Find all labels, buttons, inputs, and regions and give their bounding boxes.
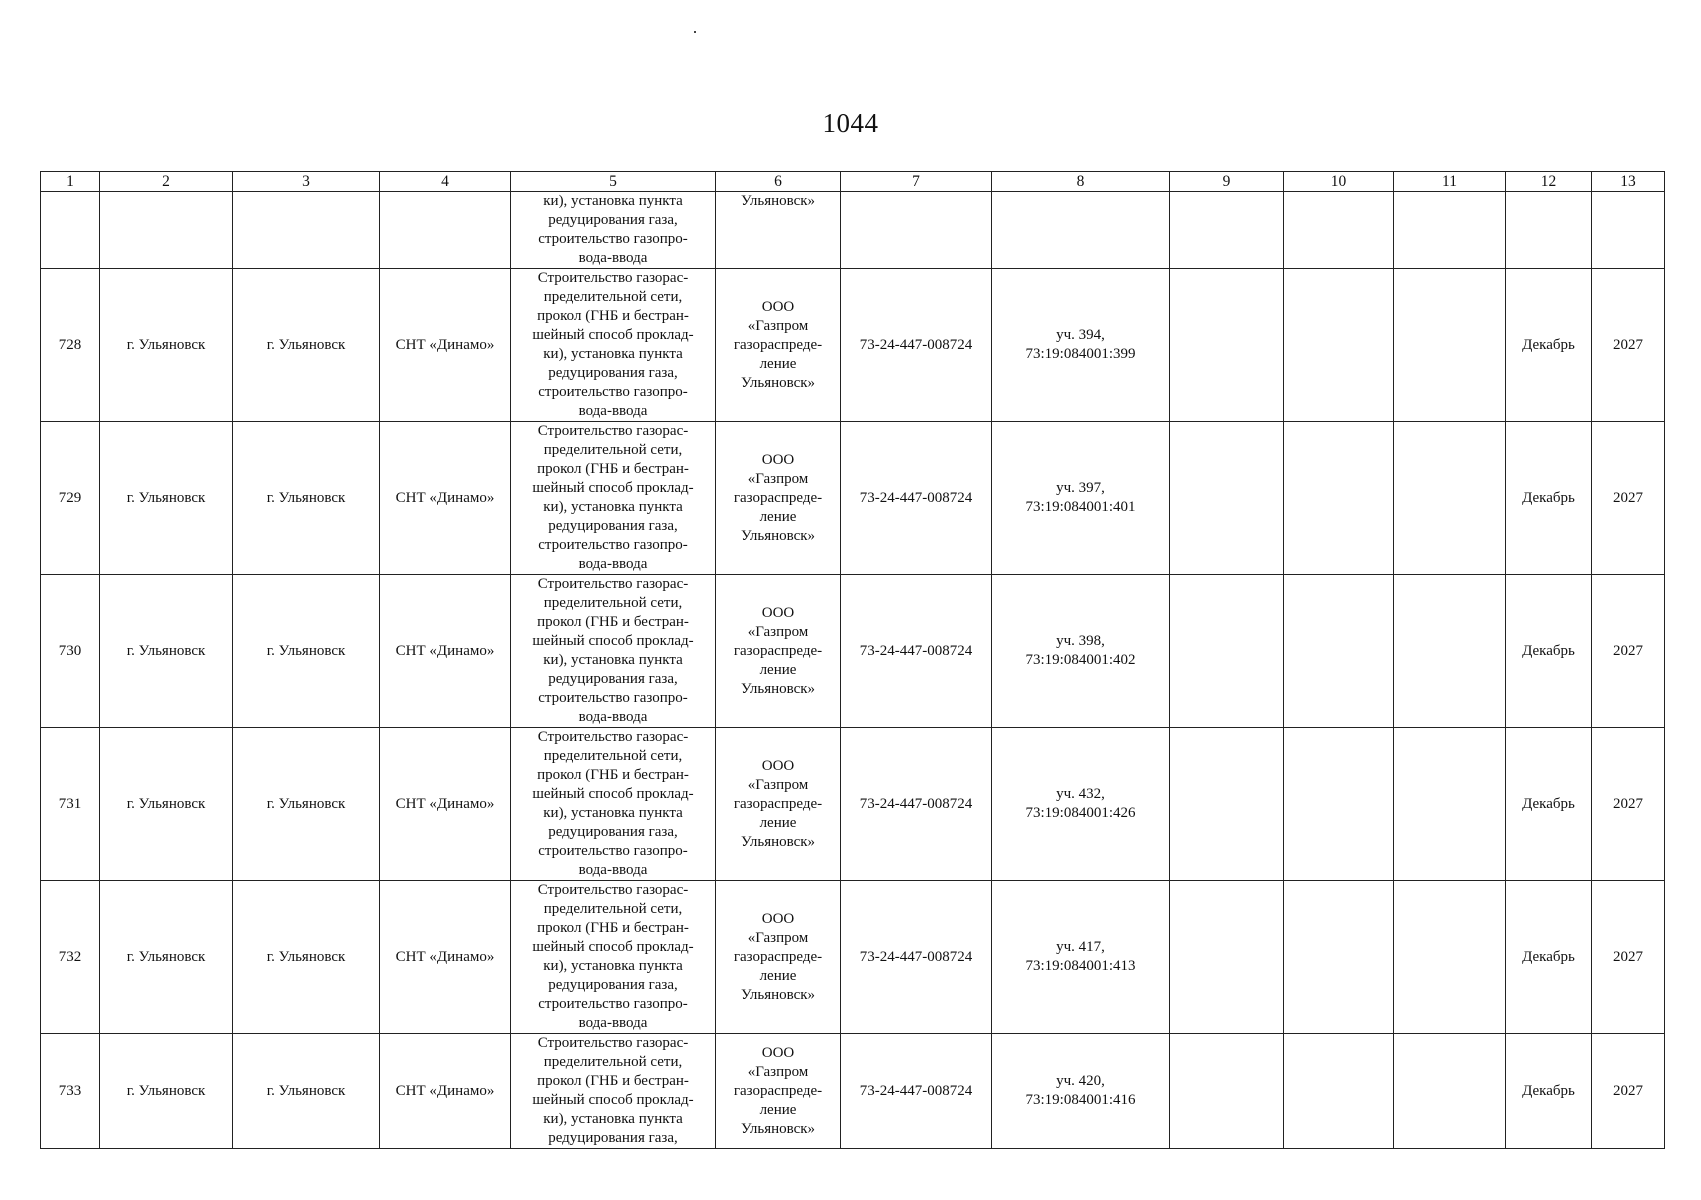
text-line: ООО	[761, 1044, 795, 1061]
column-header: 11	[1394, 172, 1506, 192]
table-row	[41, 881, 1665, 1034]
text-line: ление	[759, 967, 797, 984]
cell-month: Декабрь	[1506, 269, 1592, 422]
text-line: строительство газопро-	[538, 537, 688, 553]
text-line: строительство газопро-	[538, 231, 688, 247]
text-line: пределительной сети,	[543, 901, 683, 917]
continuation-row	[41, 192, 1665, 269]
table-row	[41, 728, 1665, 881]
text-line: редуцирования газа,	[548, 365, 678, 381]
cell-empty	[1284, 192, 1394, 269]
cell-code: 73-24-447-008724	[841, 728, 992, 881]
cell-empty	[1394, 192, 1506, 269]
text-line: вода-ввода	[578, 862, 648, 878]
cell-empty	[1170, 422, 1284, 575]
text-line: ки), установка пункта	[543, 805, 683, 821]
cell-settlement: г. Ульяновск	[233, 881, 380, 1034]
text-line: строительство газопро-	[538, 996, 688, 1012]
text-line: редуцирования газа,	[548, 212, 678, 228]
text-line: 73:19:084001:426	[1025, 805, 1136, 821]
text-line: «Газпром	[747, 623, 809, 640]
text-line: «Газпром	[747, 470, 809, 487]
text-line: ки), установка пункта	[543, 958, 683, 974]
cell-month: Декабрь	[1506, 575, 1592, 728]
text-line: уч. 397,	[1056, 480, 1105, 496]
text-line: 73:19:084001:401	[1025, 499, 1136, 515]
text-line: Ульяновск»	[740, 193, 816, 209]
text-line: 73:19:084001:413	[1025, 958, 1136, 974]
cell-organization	[716, 422, 841, 575]
text-line: ООО	[761, 298, 795, 315]
cell-code: 73-24-447-008724	[841, 1034, 992, 1149]
text-line: ление	[759, 814, 797, 831]
column-header: 8	[992, 172, 1170, 192]
cell-place: СНТ «Динамо»	[380, 422, 511, 575]
text-line: Строительство газорас-	[537, 882, 689, 898]
cell-place: СНТ «Динамо»	[380, 881, 511, 1034]
text-line: газораспреде-	[733, 795, 823, 812]
cell-number: 730	[41, 575, 100, 728]
text-line: вода-ввода	[578, 250, 648, 266]
cell-empty	[1170, 575, 1284, 728]
text-line: ление	[759, 661, 797, 678]
text-line: прокол (ГНБ и бестран-	[537, 461, 689, 477]
column-header: 7	[841, 172, 992, 192]
text-line: пределительной сети,	[543, 1054, 683, 1070]
cell-empty	[1284, 1034, 1394, 1149]
cell-city: г. Ульяновск	[100, 422, 233, 575]
cell-empty	[1394, 881, 1506, 1034]
text-line: вода-ввода	[578, 556, 648, 572]
cell-work-description	[511, 422, 716, 575]
scan-speck	[694, 31, 696, 33]
text-line: редуцирования газа,	[548, 671, 678, 687]
column-header: 3	[233, 172, 380, 192]
text-line: Строительство газорас-	[537, 423, 689, 439]
text-line: вода-ввода	[578, 403, 648, 419]
text-line: ООО	[761, 757, 795, 774]
text-line: 73:19:084001:399	[1025, 346, 1136, 362]
cell-month: Декабрь	[1506, 881, 1592, 1034]
text-line: 73:19:084001:402	[1025, 652, 1136, 668]
text-line: шейный способ проклад-	[532, 327, 694, 343]
cell-plot	[992, 575, 1170, 728]
cell-city: г. Ульяновск	[100, 1034, 233, 1149]
cell-organization	[716, 1034, 841, 1149]
cell-organization	[716, 269, 841, 422]
cell-empty	[1170, 728, 1284, 881]
cell-settlement: г. Ульяновск	[233, 1034, 380, 1149]
text-line: строительство газопро-	[538, 384, 688, 400]
text-line: Ульяновск»	[740, 986, 816, 1003]
text-line: ки), установка пункта	[543, 652, 683, 668]
table-row	[41, 422, 1665, 575]
cell-code: 73-24-447-008724	[841, 575, 992, 728]
text-line: уч. 398,	[1056, 633, 1105, 649]
cell-settlement: г. Ульяновск	[233, 575, 380, 728]
text-line: 73:19:084001:416	[1025, 1092, 1136, 1108]
cell-organization	[716, 575, 841, 728]
cell-empty	[1170, 192, 1284, 269]
cell-city: г. Ульяновск	[100, 269, 233, 422]
text-line: строительство газопро-	[538, 843, 688, 859]
cell-city	[100, 192, 233, 269]
text-line: редуцирования газа,	[548, 518, 678, 534]
text-line: ки), установка пункта	[543, 193, 683, 209]
text-line: ление	[759, 355, 797, 372]
cell-empty	[1394, 422, 1506, 575]
cell-work-description	[511, 881, 716, 1034]
text-line: уч. 420,	[1056, 1073, 1105, 1089]
text-line: вода-ввода	[578, 1015, 648, 1031]
cell-empty	[1284, 881, 1394, 1034]
cell-empty	[1284, 575, 1394, 728]
text-line: вода-ввода	[578, 709, 648, 725]
text-line: Ульяновск»	[740, 1120, 816, 1137]
column-header: 9	[1170, 172, 1284, 192]
cell-year: 2027	[1592, 1034, 1665, 1149]
text-line: газораспреде-	[733, 642, 823, 659]
text-line: пределительной сети,	[543, 595, 683, 611]
cell-place	[380, 192, 511, 269]
text-line: ки), установка пункта	[543, 499, 683, 515]
cell-year: 2027	[1592, 269, 1665, 422]
cell-plot	[992, 269, 1170, 422]
cell-empty	[1284, 422, 1394, 575]
cell-number: 728	[41, 269, 100, 422]
text-line: Ульяновск»	[740, 833, 816, 850]
column-header: 13	[1592, 172, 1665, 192]
text-line: газораспреде-	[733, 489, 823, 506]
cell-number: 732	[41, 881, 100, 1034]
text-line: «Газпром	[747, 317, 809, 334]
column-header: 6	[716, 172, 841, 192]
cell-plot	[992, 728, 1170, 881]
cell-settlement: г. Ульяновск	[233, 422, 380, 575]
cell-month: Декабрь	[1506, 1034, 1592, 1149]
cell-empty	[1394, 269, 1506, 422]
cell-work-description	[511, 575, 716, 728]
text-line: шейный способ проклад-	[532, 480, 694, 496]
cell-work-description	[511, 728, 716, 881]
text-line: газораспреде-	[733, 948, 823, 965]
cell-year: 2027	[1592, 422, 1665, 575]
text-line: ление	[759, 1101, 797, 1118]
text-line: газораспреде-	[733, 336, 823, 353]
gas-network-registry-table	[40, 171, 1665, 1149]
column-header: 10	[1284, 172, 1394, 192]
text-line: пределительной сети,	[543, 442, 683, 458]
text-line: ООО	[761, 910, 795, 927]
cell-year: 2027	[1592, 575, 1665, 728]
column-header: 4	[380, 172, 511, 192]
text-line: «Газпром	[747, 929, 809, 946]
text-line: ки), установка пункта	[543, 346, 683, 362]
cell-organization	[716, 881, 841, 1034]
text-line: прокол (ГНБ и бестран-	[537, 614, 689, 630]
cell-plot	[992, 1034, 1170, 1149]
cell-work-description	[511, 1034, 716, 1149]
text-line: шейный способ проклад-	[532, 633, 694, 649]
text-line: ки), установка пункта	[543, 1111, 683, 1127]
table-row	[41, 575, 1665, 728]
text-line: редуцирования газа,	[548, 824, 678, 840]
cell-plot	[992, 422, 1170, 575]
cell-empty	[1170, 269, 1284, 422]
cell-place: СНТ «Динамо»	[380, 269, 511, 422]
text-line: прокол (ГНБ и бестран-	[537, 767, 689, 783]
cell-empty	[1170, 881, 1284, 1034]
cell-organization	[716, 728, 841, 881]
text-line: прокол (ГНБ и бестран-	[537, 1073, 689, 1089]
cell-month: Декабрь	[1506, 422, 1592, 575]
text-line: уч. 432,	[1056, 786, 1105, 802]
cell-month: Декабрь	[1506, 728, 1592, 881]
text-line: Ульяновск»	[740, 374, 816, 391]
cell-empty	[1394, 728, 1506, 881]
cell-place: СНТ «Динамо»	[380, 728, 511, 881]
cell-month	[1506, 192, 1592, 269]
cell-place: СНТ «Динамо»	[380, 575, 511, 728]
text-line: пределительной сети,	[543, 748, 683, 764]
text-line: газораспреде-	[733, 1082, 823, 1099]
cell-year: 2027	[1592, 881, 1665, 1034]
cell-organization	[716, 192, 841, 269]
cell-year	[1592, 192, 1665, 269]
cell-code	[841, 192, 992, 269]
cell-empty	[1284, 269, 1394, 422]
cell-city: г. Ульяновск	[100, 728, 233, 881]
text-line: редуцирования газа,	[548, 977, 678, 993]
text-line: редуцирования газа,	[548, 1130, 678, 1146]
text-line: пределительной сети,	[543, 289, 683, 305]
cell-settlement	[233, 192, 380, 269]
column-header: 5	[511, 172, 716, 192]
cell-code: 73-24-447-008724	[841, 881, 992, 1034]
text-line: шейный способ проклад-	[532, 1092, 694, 1108]
table-row	[41, 1034, 1665, 1149]
cell-work-description	[511, 192, 716, 269]
cell-plot	[992, 192, 1170, 269]
cell-empty	[1394, 575, 1506, 728]
cell-code: 73-24-447-008724	[841, 422, 992, 575]
cell-number: 729	[41, 422, 100, 575]
cell-plot	[992, 881, 1170, 1034]
text-line: строительство газопро-	[538, 690, 688, 706]
cell-code: 73-24-447-008724	[841, 269, 992, 422]
text-line: «Газпром	[747, 776, 809, 793]
cell-city: г. Ульяновск	[100, 575, 233, 728]
cell-place: СНТ «Динамо»	[380, 1034, 511, 1149]
cell-number: 731	[41, 728, 100, 881]
text-line: прокол (ГНБ и бестран-	[537, 308, 689, 324]
text-line: Строительство газорас-	[537, 576, 689, 592]
text-line: Строительство газорас-	[537, 1035, 689, 1051]
text-line: ление	[759, 508, 797, 525]
cell-empty	[1170, 1034, 1284, 1149]
text-line: ООО	[761, 451, 795, 468]
cell-settlement: г. Ульяновск	[233, 269, 380, 422]
cell-city: г. Ульяновск	[100, 881, 233, 1034]
column-number-row	[41, 172, 1665, 192]
text-line: Ульяновск»	[740, 527, 816, 544]
cell-work-description	[511, 269, 716, 422]
cell-settlement: г. Ульяновск	[233, 728, 380, 881]
text-line: Строительство газорас-	[537, 729, 689, 745]
cell-empty	[1394, 1034, 1506, 1149]
text-line: Ульяновск»	[740, 680, 816, 697]
text-line: Строительство газорас-	[537, 270, 689, 286]
text-line: прокол (ГНБ и бестран-	[537, 920, 689, 936]
cell-number	[41, 192, 100, 269]
text-line: уч. 417,	[1056, 939, 1105, 955]
text-line: шейный способ проклад-	[532, 939, 694, 955]
text-line: ООО	[761, 604, 795, 621]
page-number: 1044	[822, 108, 879, 138]
text-line: уч. 394,	[1056, 327, 1105, 343]
table-row	[41, 269, 1665, 422]
cell-year: 2027	[1592, 728, 1665, 881]
column-header: 2	[100, 172, 233, 192]
text-line: «Газпром	[747, 1063, 809, 1080]
text-line: шейный способ проклад-	[532, 786, 694, 802]
column-header: 12	[1506, 172, 1592, 192]
cell-empty	[1284, 728, 1394, 881]
column-header: 1	[41, 172, 100, 192]
cell-number: 733	[41, 1034, 100, 1149]
